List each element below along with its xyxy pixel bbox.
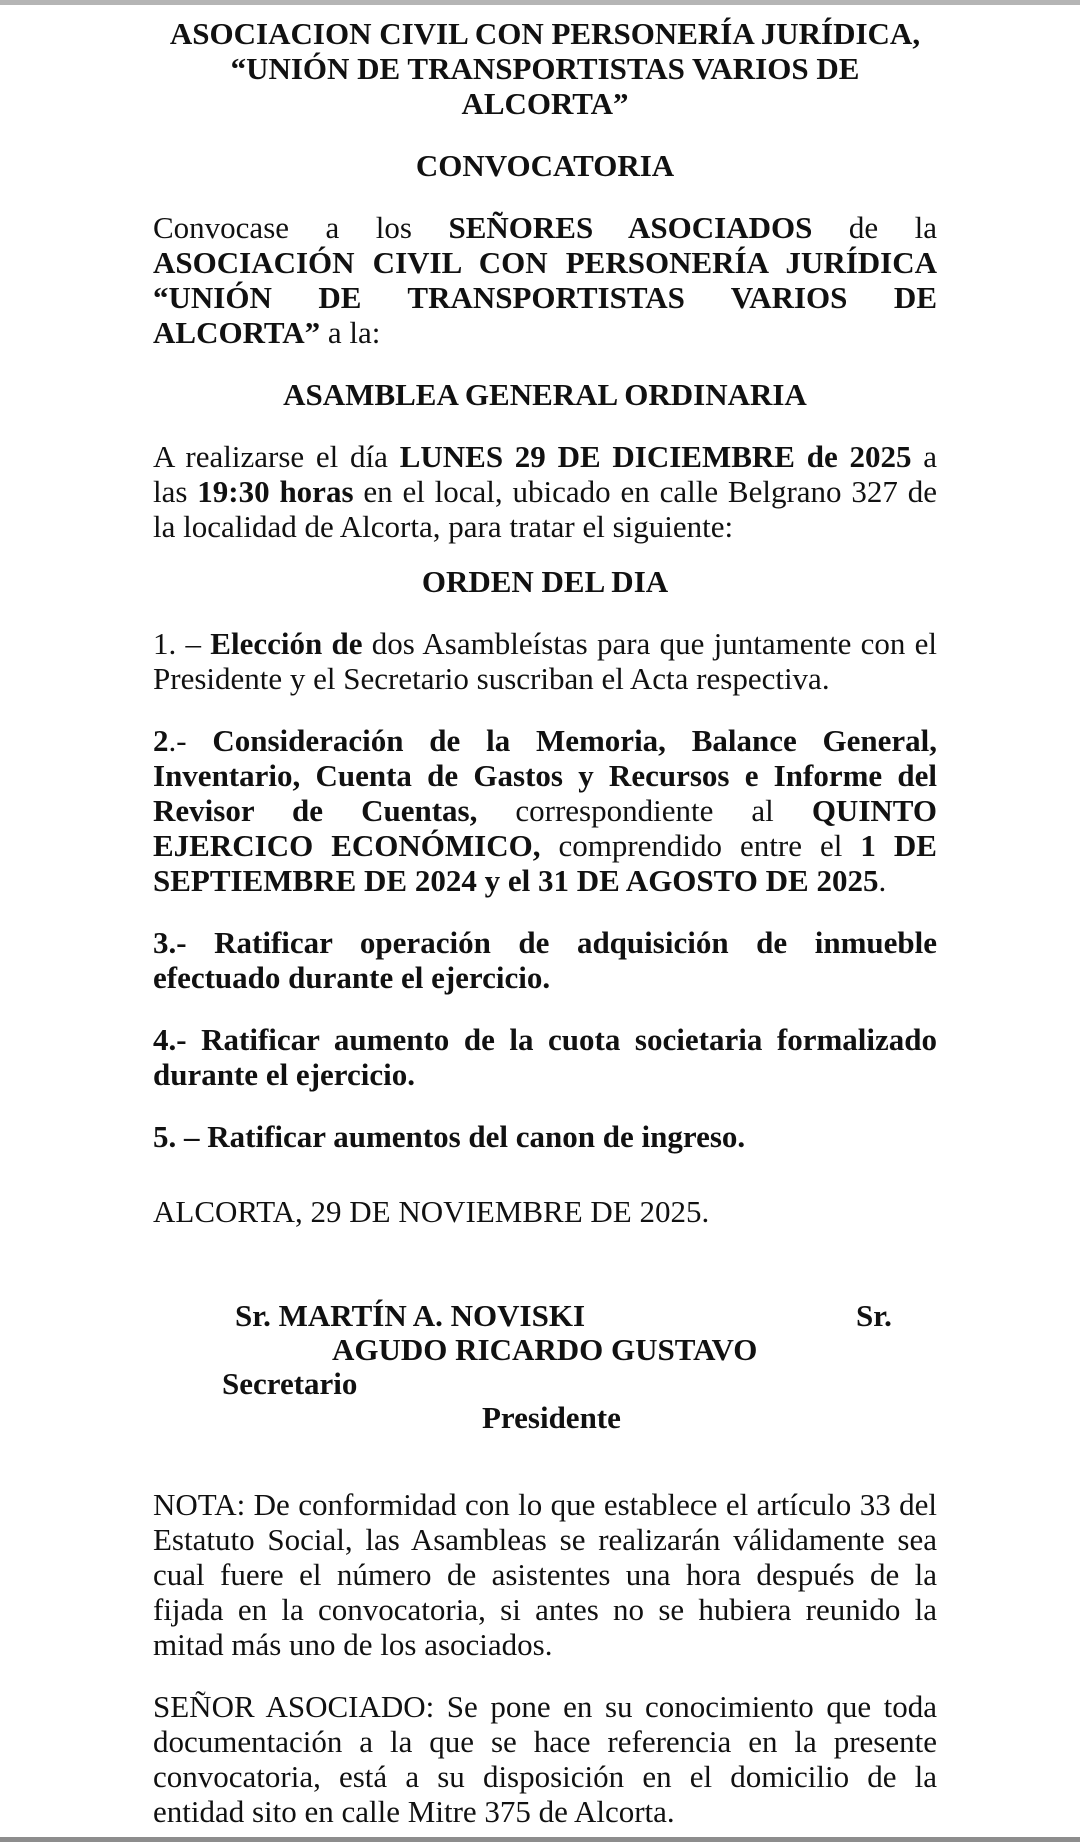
paragraph-senor-asociado: SEÑOR ASOCIADO: Se pone en su conocimiento que toda documentación a la que se hace referencia en la presente convocatoria, está a su disposición en el domicilio de la entidad sito en calle Mitre 375 de Alcorta.: [153, 1689, 937, 1829]
title-line-2: “UNIÓN DE TRANSPORTISTAS VARIOS DE: [230, 51, 860, 86]
title-line-3: ALCORTA”: [461, 86, 629, 121]
title-line-1: ASOCIACION CIVIL CON PERSONERÍA JURÍDICA,: [169, 16, 921, 51]
agenda-item-3: 3.- Ratificar operación de adquisición de inmueble efectuado durante el ejercicio.: [153, 925, 937, 995]
signatory-president-prefix: Sr.: [856, 1298, 892, 1333]
signature-line-1: [153, 1299, 937, 1333]
paragraph-convocase: Convocase a los SEÑORES ASOCIADOS de la ASOCIACIÓN CIVIL CON PERSONERÍA JURÍDICA “UNIÓN DE TRANSPORTISTAS VARIOS DE ALCORTA” a la:: [153, 210, 937, 350]
agenda-item-2: 2.- Consideración de la Memoria, Balance General, Inventario, Cuenta de Gastos y Recursos e Informe del Revisor de Cuentas, correspondiente al QUINTO EJERCICO ECONÓMICO, comprendido entre el 1 DE SEPTIEMBRE DE 2024 y el 31 DE AGOSTO DE 2025.: [153, 723, 938, 898]
paragraph-realizarse: A realizarse el día LUNES 29 DE DICIEMBRE de 2025 a las 19:30 horas en el local, ubicado en calle Belgrano 327 de la localidad de Alcorta, para tratar el siguiente:: [153, 439, 937, 544]
agenda-item-4: 4.- Ratificar aumento de la cuota societaria formalizado durante el ejercicio.: [153, 1022, 937, 1092]
heading-orden-del-dia: ORDEN DEL DIA: [421, 564, 669, 599]
signature-role-presidente: Presidente: [482, 1400, 621, 1435]
document-body: [153, 0, 937, 1829]
paragraph-nota: NOTA: De conformidad con lo que establece el artículo 33 del Estatuto Social, las Asambleas se realizarán válidamente sea cual fuere el número de asistentes una hora después de la fijada en la convocatoria, si antes no se hubiera reunido la mitad más uno de los asociados.: [153, 1487, 937, 1662]
signatory-secretary-name: Sr. MARTÍN A. NOVISKI: [235, 1298, 586, 1333]
scan-edge-bottom: [0, 1837, 1080, 1842]
document-title: [153, 16, 937, 121]
heading-convocatoria: CONVOCATORIA: [415, 148, 675, 183]
signature-block: [153, 1299, 937, 1435]
agenda-item-1: 1. – Elección de dos Asambleístas para que juntamente con el Presidente y el Secretario suscriban el Acta respectiva.: [153, 626, 938, 696]
date-line: ALCORTA, 29 DE NOVIEMBRE DE 2025.: [153, 1194, 710, 1229]
signature-role-secretario: Secretario: [222, 1366, 358, 1401]
heading-asamblea-general: ASAMBLEA GENERAL ORDINARIA: [283, 377, 807, 412]
signatory-president-name: AGUDO RICARDO GUSTAVO: [332, 1332, 758, 1367]
agenda-item-5: 5. – Ratificar aumentos del canon de ingreso.: [153, 1119, 746, 1154]
